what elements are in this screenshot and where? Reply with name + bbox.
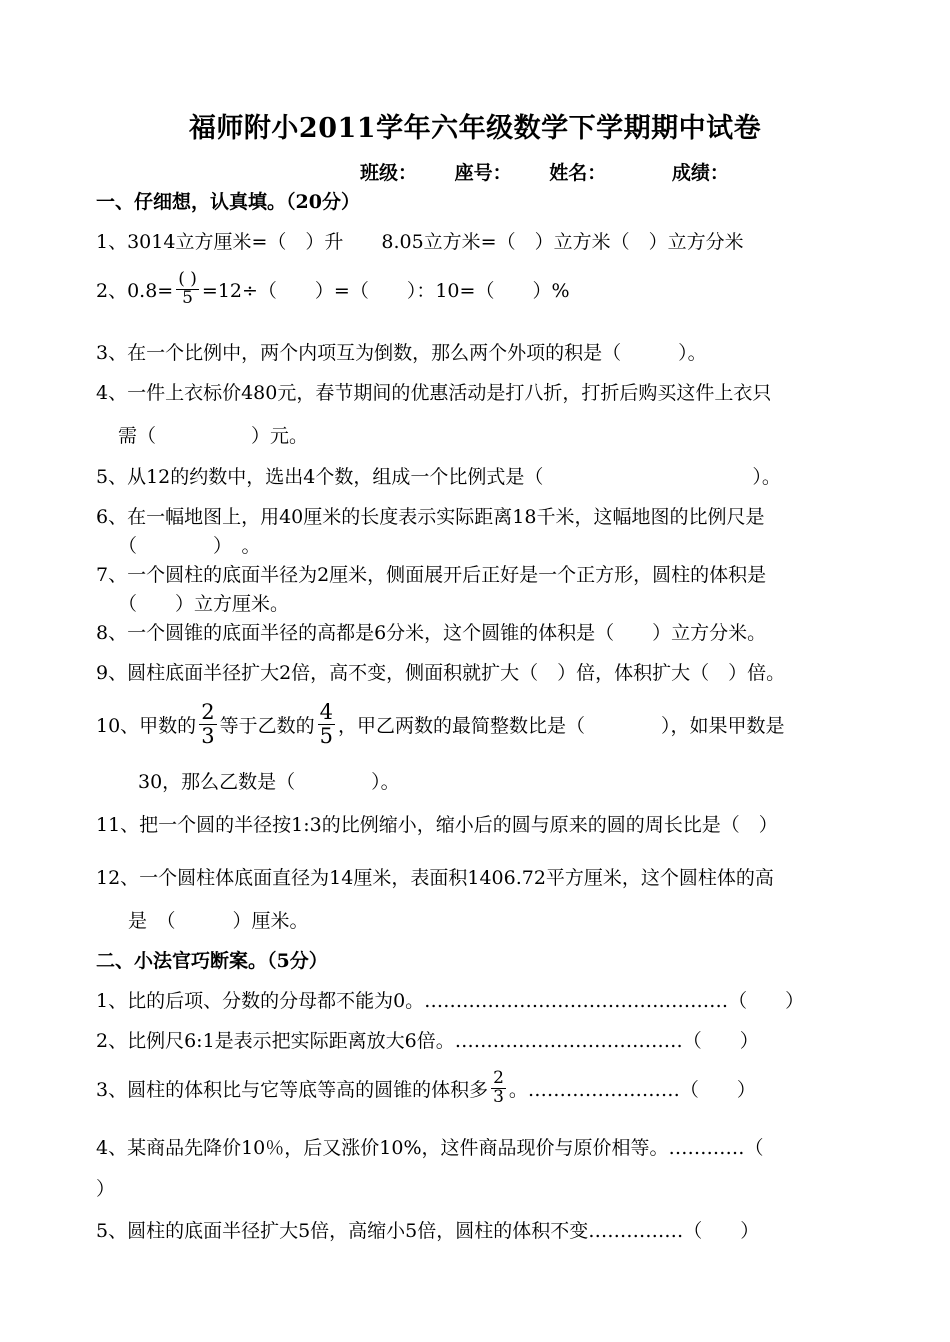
question-2-suffix: =12÷（ ）=（ ）：10=（ ）% [201,279,570,302]
fraction-denominator: 3 [201,723,215,748]
question-8: 8、一个圆锥的底面半径的高都是6分米，这个圆锥的体积是（ ）立方分米。 [96,622,767,644]
section2-heading: 二、小法官巧断案。（5分） [96,950,328,972]
question-11: 11、把一个圆的半径按1:3的比例缩小，缩小后的圆与原来的圆的周长比是（ ） [96,814,778,836]
question-3: 3、在一个比例中，两个内项互为倒数，那么两个外项的积是（ ）。 [96,342,707,364]
name-label: 姓名： [549,162,607,184]
judgment-5: 5、圆柱的底面半径扩大5倍，高缩小5倍，圆柱的体积不变……………（ ） [96,1220,760,1242]
fraction-numerator: ( ) [178,268,197,289]
question-7-line2: （ ）立方厘米。 [118,593,290,615]
question-4-line2: 需（ ）元。 [118,425,309,447]
fraction-denominator: 5 [319,723,333,748]
question-7-line1: 7、一个圆柱的底面半径为2厘米，侧面展开后正好是一个正方形，圆柱的体积是 [96,564,767,586]
judgment-3 [96,1063,756,1113]
question-12-line2: 是 （ ）厘米。 [128,910,309,932]
question-10-middle: 等于乙数的 [219,714,315,737]
fraction-numerator: 2 [201,700,215,725]
question-10-line1 [96,695,784,753]
question-5: 5、从12的约数中，选出4个数，组成一个比例式是（ ）。 [96,466,781,488]
class-label: 班级： [360,162,418,184]
judgment-4-line1: 4、某商品先降价10％，后又涨价10%，这件商品现价与原价相等。…………（ [96,1137,764,1159]
fraction-denominator: 5 [182,287,193,308]
fraction [176,268,199,308]
question-4-line1: 4、一件上衣标价480元，春节期间的优惠活动是打八折，打折后购买这件上衣只 [96,382,772,404]
question-10-line2: 30，那么乙数是（ ）。 [138,771,400,793]
fraction [199,701,216,746]
fraction [491,1067,506,1107]
question-10-prefix: 10、甲数的 [96,714,197,737]
fraction [318,701,335,746]
judgment-1: 1、比的后项、分数的分母都不能为0。…………………………………………（ ） [96,990,805,1012]
judgment-3-suffix: 。……………………（ ） [508,1078,756,1101]
judgment-3-prefix: 3、圆柱的体积比与它等底等高的圆锥的体积多 [96,1078,489,1101]
question-9: 9、圆柱底面半径扩大2倍，高不变，侧面积就扩大（ ）倍，体积扩大（ ）倍。 [96,662,786,684]
question-2-prefix: 2、0.8= [96,279,174,302]
question-1: 1、3014立方厘米=（ ）升 8.05立方米=（ ）立方米（ ）立方分米 [96,231,744,253]
fraction-numerator: 2 [493,1067,504,1088]
score-label: 成绩： [671,162,729,184]
student-info-row [360,158,729,185]
fraction-numerator: 4 [319,700,333,725]
section1-heading: 一、仔细想，认真填。（20分） [96,191,360,213]
question-6-line2: （ ） 。 [118,535,261,557]
fraction-denominator: 3 [493,1086,504,1107]
question-10-suffix: ，甲乙两数的最简整数比是（ ），如果甲数是 [337,714,785,737]
page-title: 福师附小2011学年六年级数学下学期期中试卷 [188,113,762,144]
question-6-line1: 6、在一幅地图上，用40厘米的长度表示实际距离18千米，这幅地图的比例尺是 [96,506,765,528]
question-12-line1: 12、一个圆柱体底面直径为14厘米，表面积1406.72平方厘米，这个圆柱体的高 [96,867,774,889]
judgment-4-line2: ） [96,1178,116,1200]
seat-label: 座号： [454,162,512,184]
judgment-2: 2、比例尺6:1是表示把实际距离放大6倍。………………………………（ ） [96,1030,759,1052]
question-2 [96,264,570,314]
